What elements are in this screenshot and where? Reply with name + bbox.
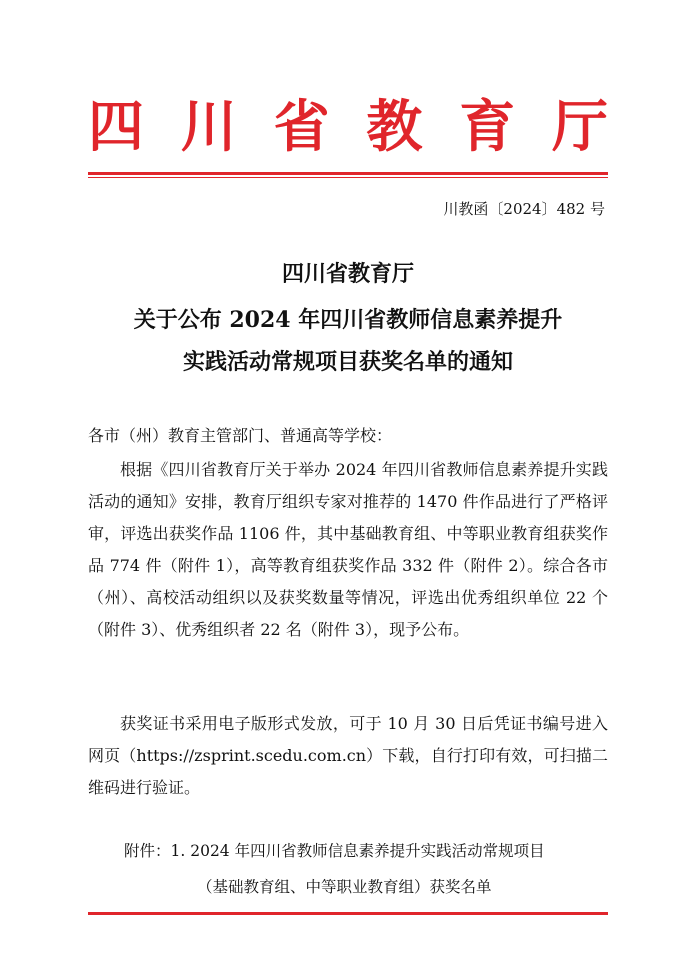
masthead-char: 省 <box>273 94 330 160</box>
masthead-title <box>88 92 608 162</box>
attachment-line-1: 附件：1. 2024 年四川省教师信息素养提升实践活动常规项目 <box>124 842 545 860</box>
masthead-char: 四 <box>88 94 144 160</box>
masthead-char: 教 <box>366 94 423 160</box>
footer-red-rule <box>88 912 608 915</box>
header-red-rule-thin <box>88 177 608 178</box>
attachment-line-2: （基础教育组、中等职业教育组）获奖名单 <box>197 878 492 896</box>
title-line-2: 关于公布 2024 年四川省教师信息素养提升 <box>133 307 563 333</box>
masthead-char: 厅 <box>551 94 608 160</box>
masthead-char: 川 <box>180 94 237 160</box>
body-paragraph: 获奖证书采用电子版形式发放，可于 10 月 30 日后凭证书编号进入网页（https://zsprint.scedu.com.cn）下载，自行打印有效，可扫描二维码进行验证。 <box>88 714 608 797</box>
title-line-3: 实践活动常规项目获奖名单的通知 <box>182 349 513 375</box>
body-paragraph: 根据《四川省教育厅关于举办 2024 年四川省教师信息素养提升实践活动的通知》安排，教育厅组织专家对推荐的 1470 件作品进行了严格评审，评选出获奖作品 1106 件，其中基础教育组、中等职业教育组获奖作品 774 件（附件 1），高等教育组获奖作品 332 件（附件 2）。综合各市（州）、高校活动组织以及获奖数量等情况，评选出优秀组织单位 22 个（附件 3）、优秀组织者 22 名（附件 3），现予公布。 <box>88 460 608 639</box>
masthead-char: 育 <box>459 94 516 160</box>
salutation: 各市（州）教育主管部门、普通高等学校： <box>88 426 393 445</box>
document-number: 川教函〔2024〕482 号 <box>443 200 605 218</box>
title-line-1: 四川省教育厅 <box>281 261 414 287</box>
header-red-rule <box>88 172 608 175</box>
